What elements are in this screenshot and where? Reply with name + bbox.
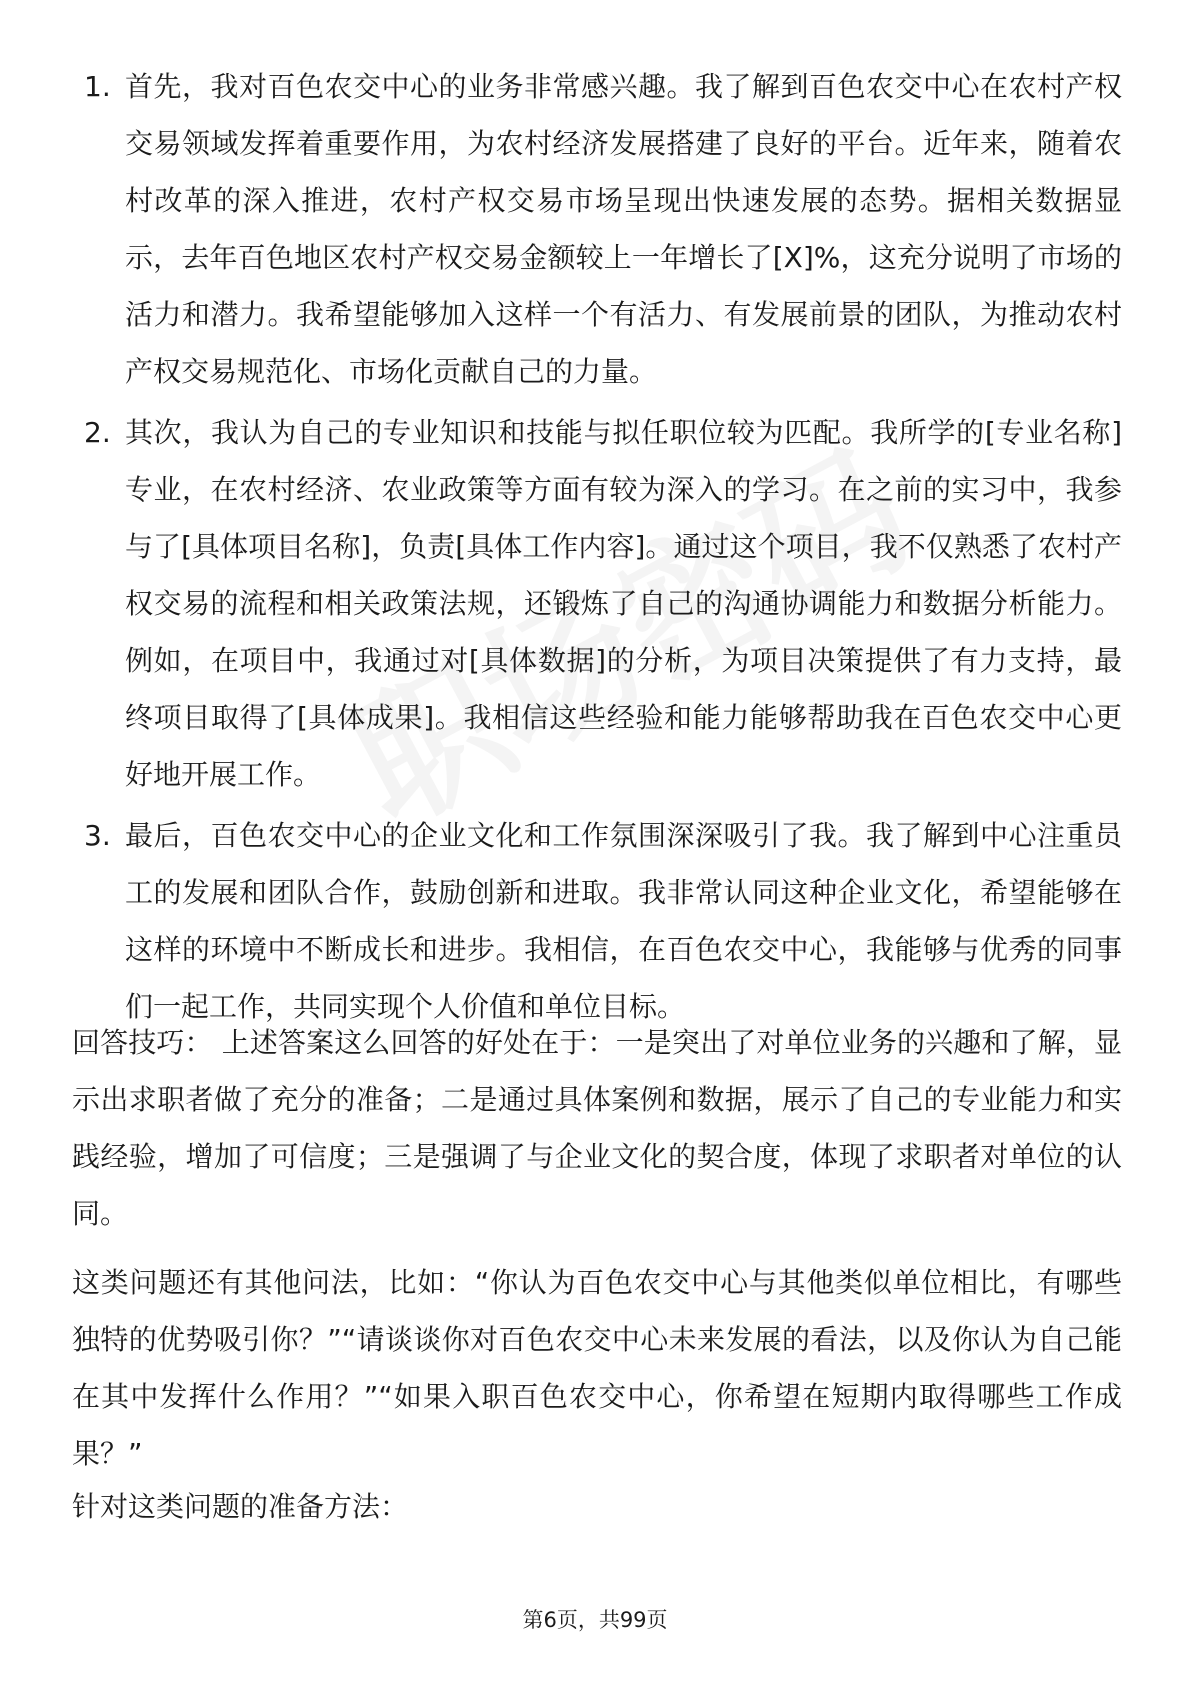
preparation-heading: 针对这类问题的准备方法： [72, 1490, 409, 1523]
other-questions-paragraph: 这类问题还有其他问法，比如：“你认为百色农交中心与其他类似单位相比，有哪些独特的优势吸引你？”“请谈谈你对百色农交中心未来发展的看法，以及你认为自己能在其中发挥什么作用？”“如果入职百色农交中心，你希望在短期内取得哪些工作成果？” [72, 1266, 1122, 1470]
list-item [72, 807, 1122, 1035]
list-number: 1. [84, 70, 111, 103]
answer-tips-paragraph: 回答技巧： 上述答案这么回答的好处在于：一是突出了对单位业务的兴趣和了解，显示出求职者做了充分的准备；二是通过具体案例和数据，展示了自己的专业能力和实践经验，增加了可信度；三是强调了与企业文化的契合度，体现了求职者对单位的认同。 [72, 1026, 1122, 1230]
list-item-text: 首先，我对百色农交中心的业务非常感兴趣。我了解到百色农交中心在农村产权交易领域发挥着重要作用，为农村经济发展搭建了良好的平台。近年来，随着农村改革的深入推进，农村产权交易市场呈现出快速发展的态势。据相关数据显示，去年百色地区农村产权交易金额较上一年增长了[X]%，这充分说明了市场的活力和潜力。我希望能够加入这样一个有活力、有发展前景的团队，为推动农村产权交易规范化、市场化贡献自己的力量。 [125, 70, 1122, 388]
answer-list [72, 58, 1122, 1039]
list-item-text: 其次，我认为自己的专业知识和技能与拟任职位较为匹配。我所学的[专业名称]专业，在农村经济、农业政策等方面有较为深入的学习。在之前的实习中，我参与了[具体项目名称]，负责[具体工作内容]。通过这个项目，我不仅熟悉了农村产权交易的流程和相关政策法规，还锻炼了自己的沟通协调能力和数据分析能力。例如，在项目中，我通过对[具体数据]的分析，为项目决策提供了有力支持，最终项目取得了[具体成果]。我相信这些经验和能力能够帮助我在百色农交中心更好地开展工作。 [125, 416, 1122, 791]
list-item [72, 58, 1122, 400]
list-item [72, 404, 1122, 803]
list-item-text: 最后，百色农交中心的企业文化和工作氛围深深吸引了我。我了解到中心注重员工的发展和团队合作，鼓励创新和进取。我非常认同这种企业文化，希望能够在这样的环境中不断成长和进步。我相信，在百色农交中心，我能够与优秀的同事们一起工作，共同实现个人价值和单位目标。 [125, 819, 1122, 1023]
list-number: 2. [84, 416, 111, 449]
page-footer: 第6页，共99页 [522, 1608, 668, 1632]
list-number: 3. [84, 819, 111, 852]
